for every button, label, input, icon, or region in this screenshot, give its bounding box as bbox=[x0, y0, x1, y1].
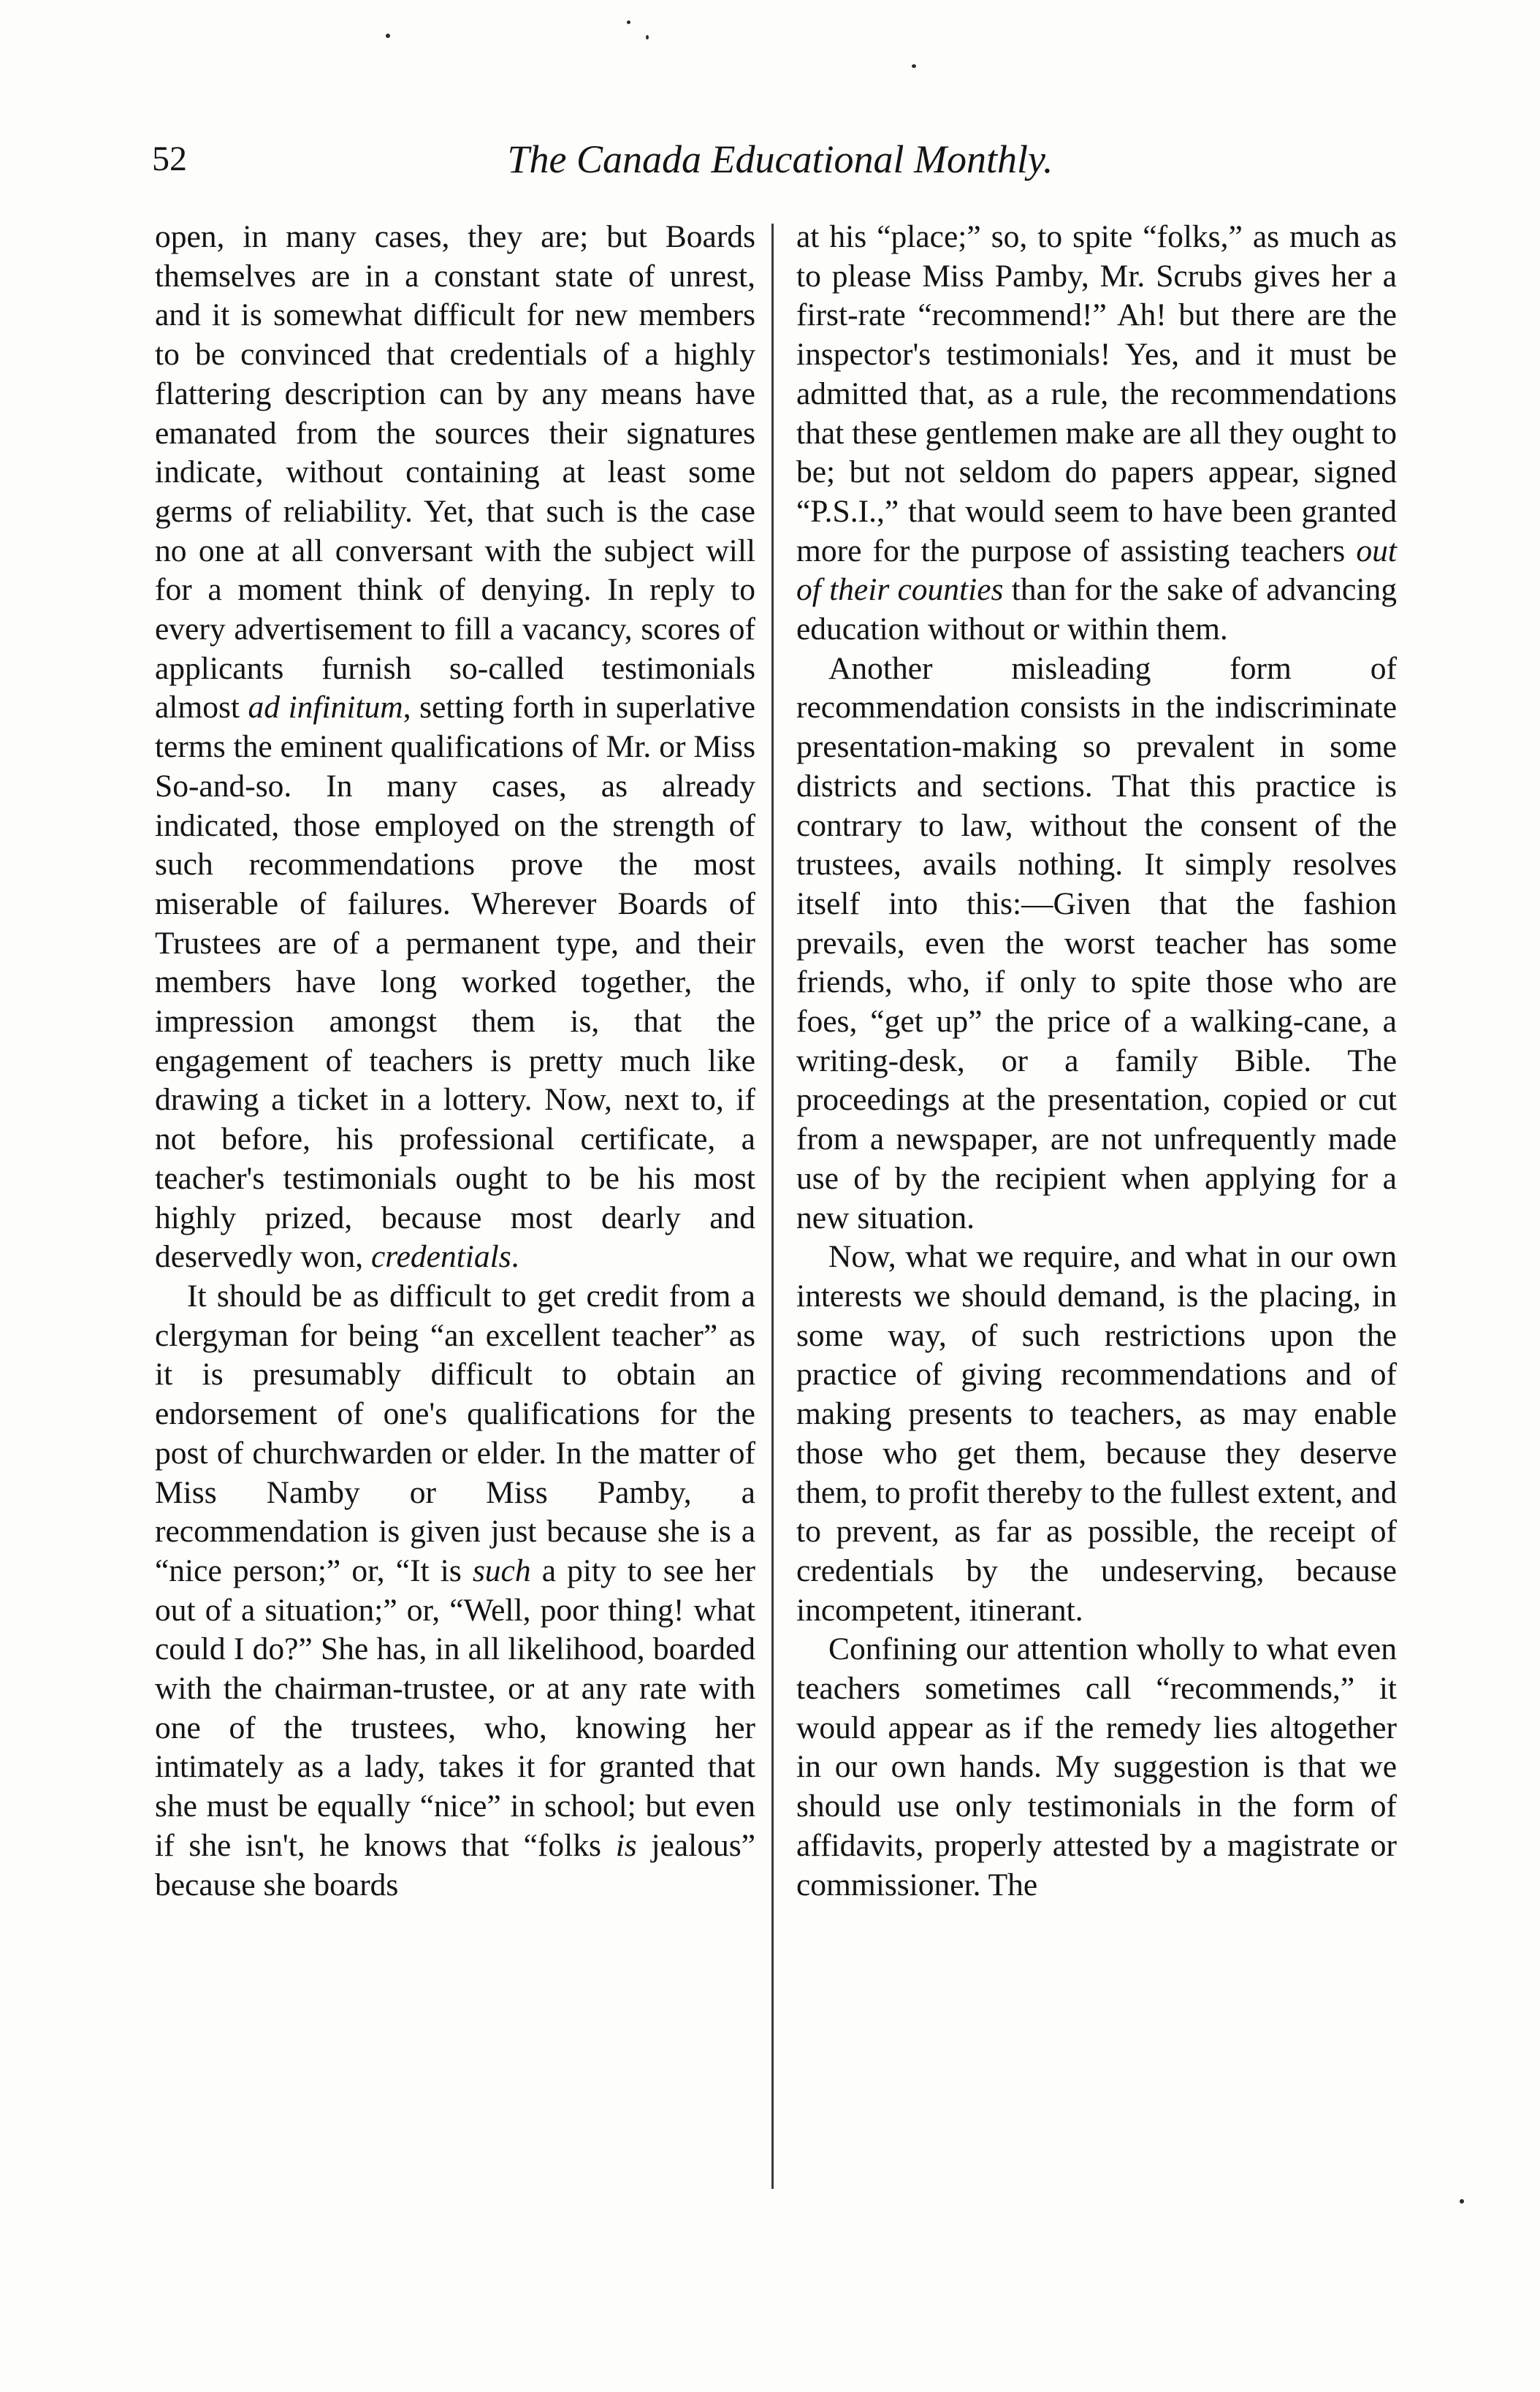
italic-text: ad infinitum bbox=[248, 690, 403, 725]
text-run: than for the sake of advancing education without or within them. bbox=[796, 572, 1398, 647]
italic-text: out of their counties bbox=[796, 533, 1397, 608]
right-text-column bbox=[796, 218, 1397, 1905]
italic-text: such bbox=[472, 1553, 531, 1588]
text-run: Another misleading form of recommendation consists in the indiscriminate presentation-making so prevalent in some districts and sections. That this practice is contrary to law, without the consent of the trustees, avails nothing. It simply resolves itself into this:—Given that the fashion prevails, even the worst teacher has some friends, who, if only to spite those who are foes, “get up” the price of a walking-cane, a writing-desk, or a family Bible. The proceedings at the presentation, copied or cut from a newspaper, are not unfrequently made use of by the recipient when applying for a new situation. bbox=[796, 650, 1397, 1235]
paragraph bbox=[796, 1630, 1397, 1905]
left-text-column bbox=[155, 218, 755, 1905]
page-header bbox=[152, 137, 1409, 196]
paragraph bbox=[155, 1277, 755, 1905]
text-run: at his “place;” so, to spite “folks,” as much as to please Miss Pamby, Mr. Scrubs gives her a first-rate “recommend!” Ah! but there are the inspector's testimonials! Yes, and it must be admitted that, as a rule, the recommendations that these gentlemen make are all they ought to be; but not seldom do papers appear, signed “P.S.I.,” that would seem to have been granted more for the purpose of assisting teachers bbox=[796, 219, 1397, 568]
page-number: 52 bbox=[152, 140, 187, 178]
text-run: jealous” because she boards bbox=[155, 1827, 755, 1902]
text-run: Now, what we require, and what in our own interests we should demand, is the placing, in some way, of such restrictions upon the practice of giving recommendations and of making presents to teachers, as may enable those who get them, because they deserve them, to profit thereby to the fullest extent, and to prevent, as far as possible, the receipt of credentials by the undeserving, because incompetent, itinerant. bbox=[796, 1239, 1397, 1628]
paragraph bbox=[155, 218, 755, 1277]
text-run: a pity to see her out of a situation;” or, “Well, poor thing! what could I do?” She has, in all likelihood, boarded with the chairman-trustee, or at any rate with one of the trustees, who, knowing her intimately as a lady, takes it for granted that she must be equally “nice” in school; but even if she isn't, he knows that “folks bbox=[155, 1553, 756, 1863]
journal-title: The Canada Educational Monthly. bbox=[507, 137, 1053, 181]
paragraph bbox=[796, 1238, 1397, 1630]
text-run: , setting forth in superlative terms the eminent qualifications of Mr. or Miss So-and-so. In many cases, as already indicated, those employed on the strength of such recommendations prove the most miserable of failures. Wherever Boards of Trustees are of a permanent type, and their members have long worked together, the impression amongst them is, that the engagement of teachers is pretty much like drawing a ticket in a lottery. Now, next to, if not before, his professional certificate, a teacher's testimonials ought to be his most highly prized, because most dearly and deservedly won, bbox=[155, 690, 756, 1275]
paragraph bbox=[796, 650, 1397, 1238]
text-run: open, in many cases, they are; but Boards themselves are in a constant state of unrest, and it is somewhat difficult for new members to be convinced that credentials of a highly flattering description can by any means have emanated from the sources their signatures indicate, without containing at least some germs of reliability. Yet, that such is the case no one at all conversant with the subject will for a moment think of denying. In reply to every advertisement to fill a vacancy, scores of applicants furnish so-called testimonials almost bbox=[155, 219, 755, 725]
text-run: Confining our attention wholly to what even teachers sometimes call “recommends,” it would appear as if the remedy lies altogether in our own hands. My suggestion is that we should use only testimonials in the form of affidavits, properly attested by a magistrate or commissioner. The bbox=[796, 1631, 1397, 1902]
text-run: It should be as difficult to get credit from a clergyman for being “an excellent teacher” as it is presumably difficult to obtain an endorsement of one's qualifications for the post of churchwarden or elder. In the matter of Miss Namby or Miss Pamby, a recommendation is given just because she is a “nice person;” or, “It is bbox=[155, 1278, 755, 1588]
italic-text: credentials bbox=[370, 1239, 511, 1275]
italic-text: is bbox=[615, 1827, 637, 1863]
column-divider bbox=[771, 224, 774, 2189]
text-run: . bbox=[511, 1239, 519, 1275]
paragraph bbox=[796, 218, 1397, 650]
